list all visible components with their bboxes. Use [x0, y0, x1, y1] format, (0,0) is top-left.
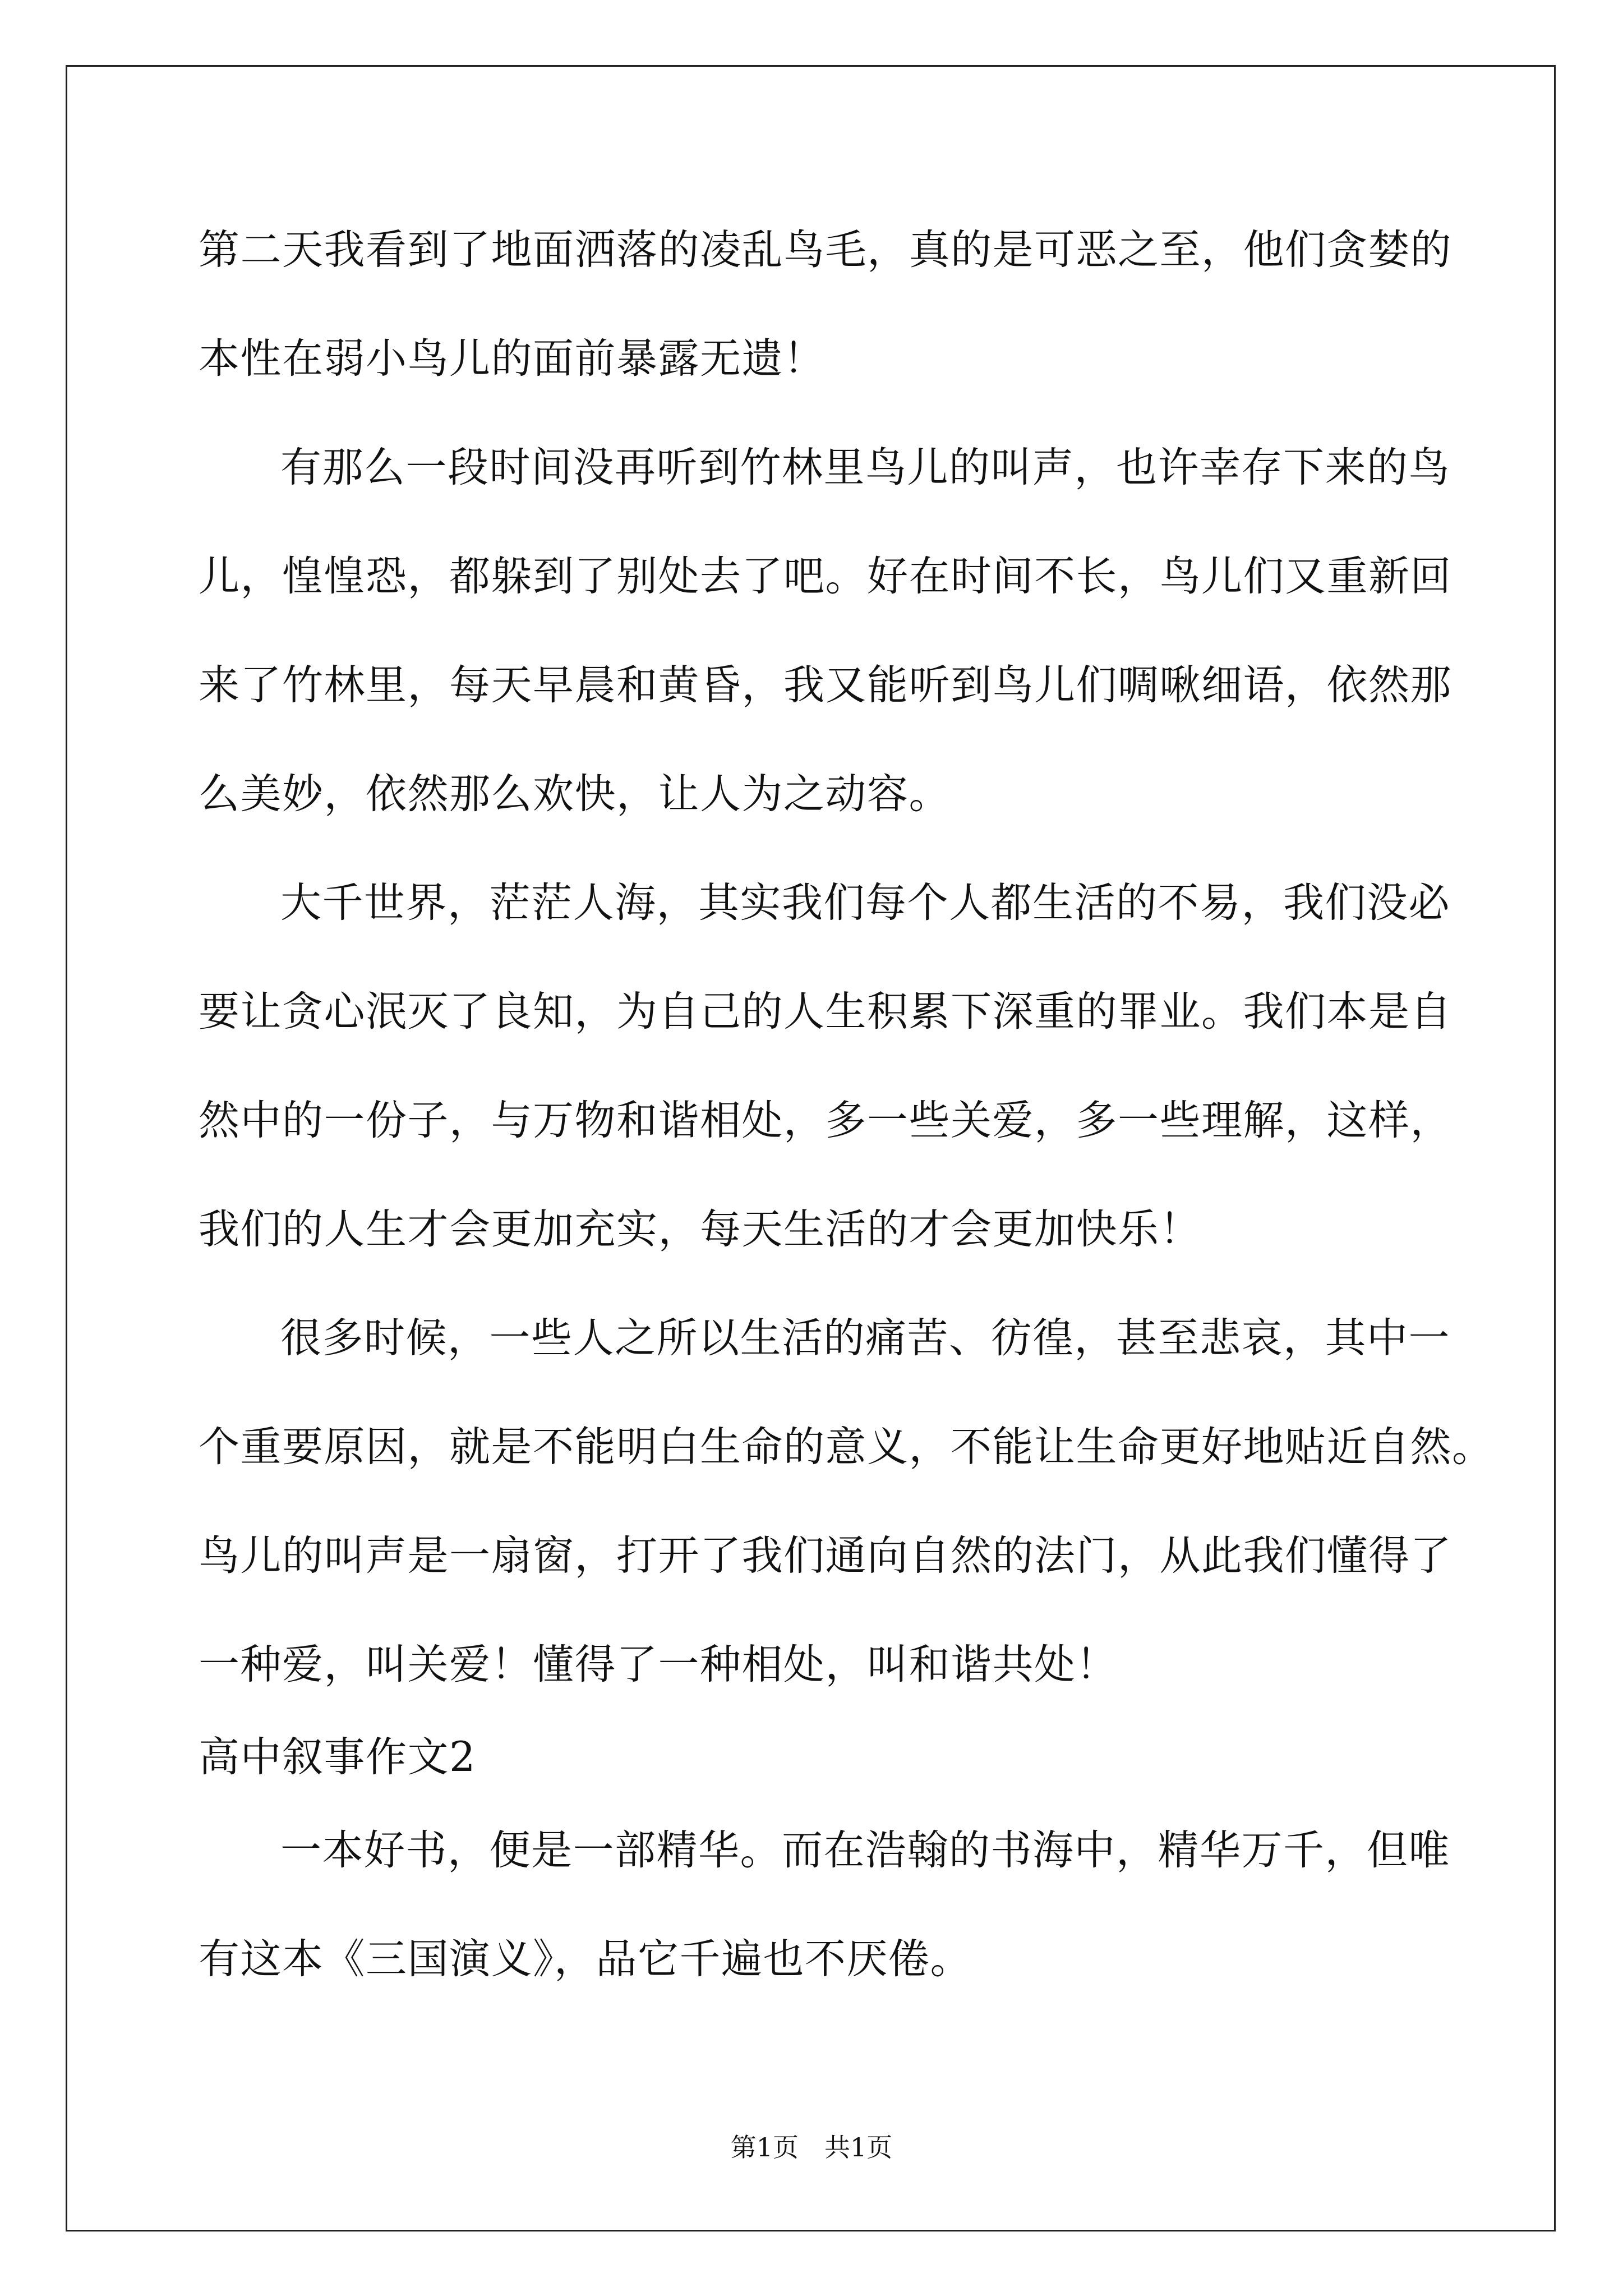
- text-line: 一种爱，叫关爱！懂得了一种相处，叫和谐共处！: [199, 1641, 1118, 1688]
- text-line: 有这本《三国演义》，品它千遍也不厌倦。: [199, 1935, 972, 1983]
- text-line: 第二天我看到了地面洒落的凌乱鸟毛，真的是可恶之至，他们贪婪的: [199, 226, 1452, 274]
- text-line: 一本好书，便是一部精华。而在浩翰的书海中，精华万千，但唯: [280, 1826, 1450, 1874]
- text-line: 我们的人生才会更加充实，每天生活的才会更加快乐！: [199, 1205, 1201, 1253]
- text-line: 么美妙，依然那么欢快，让人为之动容。: [199, 770, 951, 818]
- text-line: 来了竹林里，每天早晨和黄昏，我又能听到鸟儿们啁啾细语，依然那: [199, 661, 1452, 709]
- text-line: 儿，惶惶恐，都躲到了别处去了吧。好在时间不长，鸟儿们又重新回: [199, 553, 1452, 600]
- text-line: 然中的一份子，与万物和谐相处，多一些关爱，多一些理解，这样，: [199, 1097, 1452, 1144]
- page-footer: 第1页 共1页: [730, 2132, 893, 2162]
- text-line: 鸟儿的叫声是一扇窗，打开了我们通向自然的法门，从此我们懂得了: [199, 1532, 1452, 1580]
- text-line: 个重要原因，就是不能明白生命的意义，不能让生命更好地贴近自然。: [199, 1423, 1494, 1471]
- section-heading: 高中叙事作文2: [199, 1733, 476, 1781]
- text-line: 要让贪心泯灭了良知，为自己的人生积累下深重的罪业。我们本是自: [199, 988, 1452, 1036]
- text-line: 很多时候，一些人之所以生活的痛苦、彷徨，甚至悲哀，其中一: [280, 1314, 1450, 1362]
- text-line: 本性在弱小鸟儿的面前暴露无遗！: [199, 335, 826, 383]
- page-border: [66, 65, 1556, 2231]
- text-line: 有那么一段时间没再听到竹林里鸟儿的叫声，也许幸存下来的鸟: [280, 444, 1450, 491]
- text-line: 大千世界，茫茫人海，其实我们每个人都生活的不易，我们没必: [280, 879, 1450, 927]
